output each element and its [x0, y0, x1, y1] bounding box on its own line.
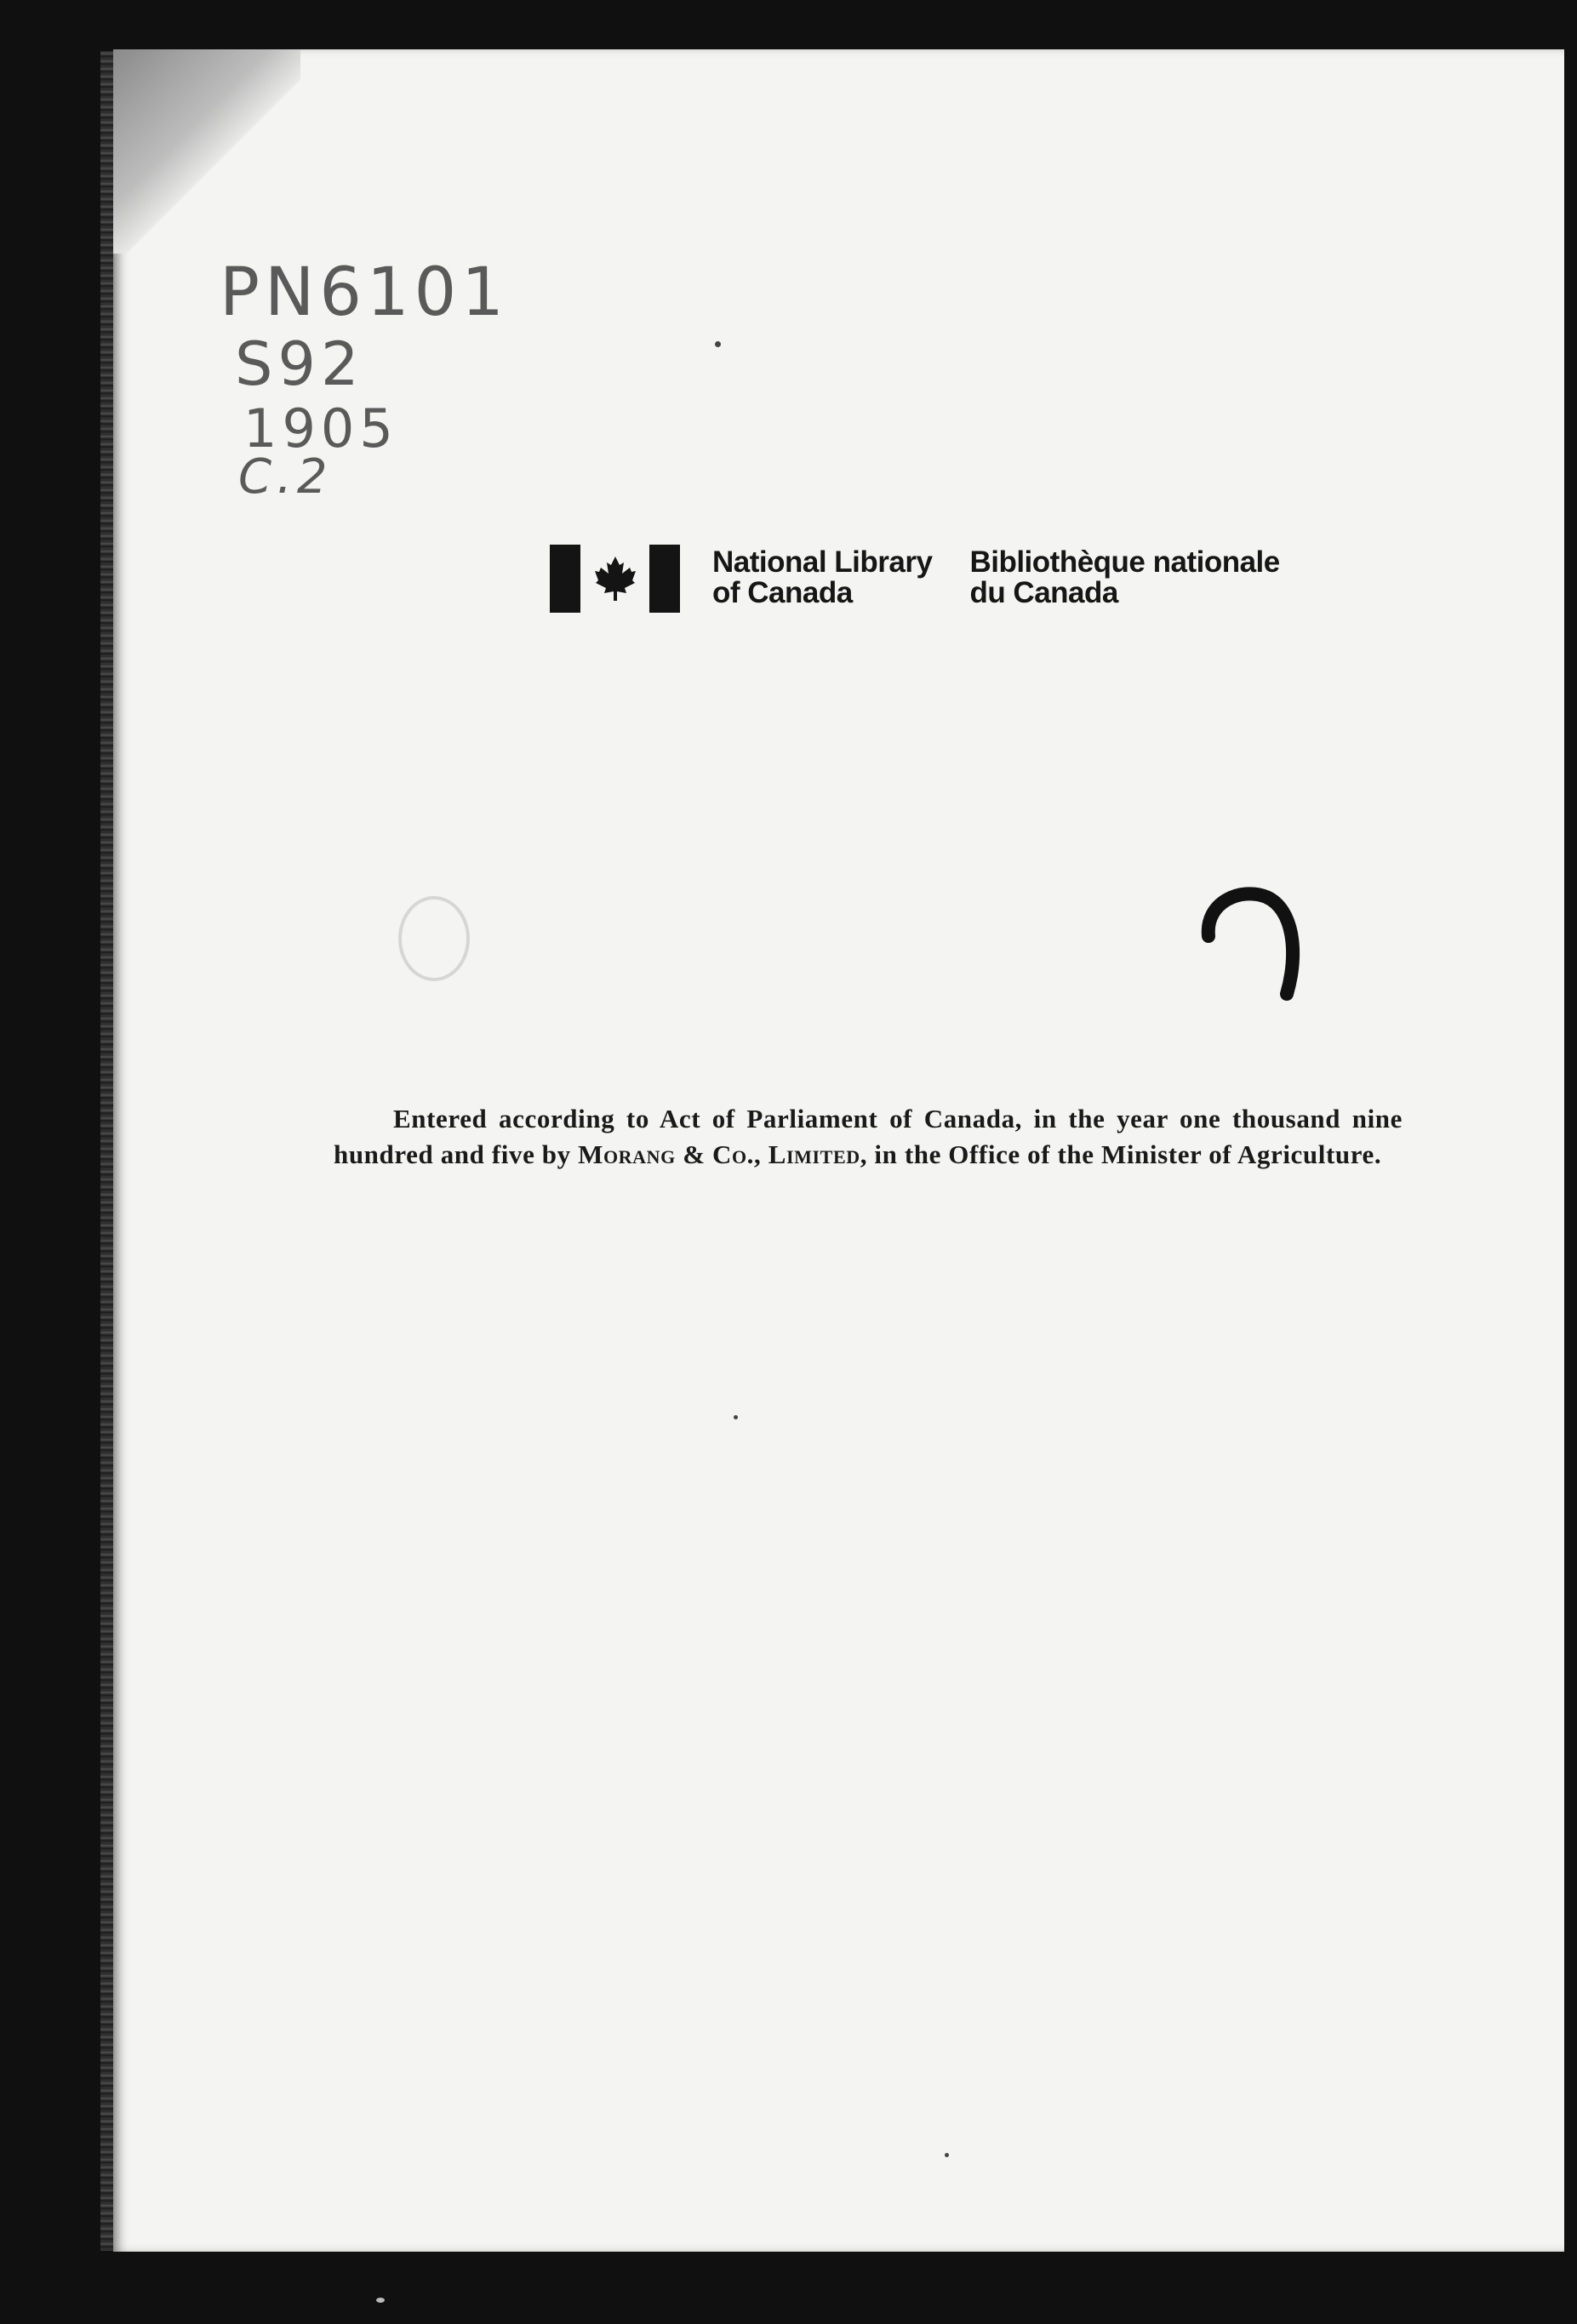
flag-bar-right — [649, 545, 680, 613]
dust-speck — [715, 341, 721, 347]
corner-fold — [113, 49, 300, 254]
library-name-english — [712, 547, 932, 608]
library-name-french — [969, 547, 1279, 608]
handwritten-call-number — [220, 254, 509, 505]
dust-speck — [376, 2298, 385, 2303]
faint-ring-mark — [391, 892, 477, 985]
call-number-line-4: C.2 — [238, 449, 333, 505]
copyright-notice — [334, 1101, 1403, 1173]
call-number-line-1: PN6101 — [220, 254, 509, 331]
call-number-line-3: 1905 — [243, 397, 398, 460]
ink-arc-mark — [1198, 885, 1309, 1004]
maple-leaf-icon — [594, 555, 637, 602]
copyright-text-part-2: , in the Office of the Minister of Agriculture. — [860, 1139, 1382, 1169]
call-number-line-2: S92 — [235, 329, 364, 399]
library-name-french-line-2: du Canada — [969, 576, 1118, 609]
flag-bar-left — [550, 545, 580, 613]
library-name-french-line-1: Bibliothèque nationale — [969, 545, 1280, 579]
dust-speck — [945, 2153, 949, 2157]
library-name-english-line-2: of Canada — [712, 576, 853, 609]
dust-speck — [734, 1415, 738, 1419]
library-logo — [550, 545, 1280, 613]
publisher-name: Morang & Co., Limited — [578, 1139, 860, 1169]
canada-flag-logo — [550, 545, 680, 613]
library-name-english-line-1: National Library — [712, 545, 933, 579]
copyright-text-part-1: Entered according to Act of Parliament of Canada, in the year one thousand nine hundred and five by — [334, 1104, 1403, 1169]
